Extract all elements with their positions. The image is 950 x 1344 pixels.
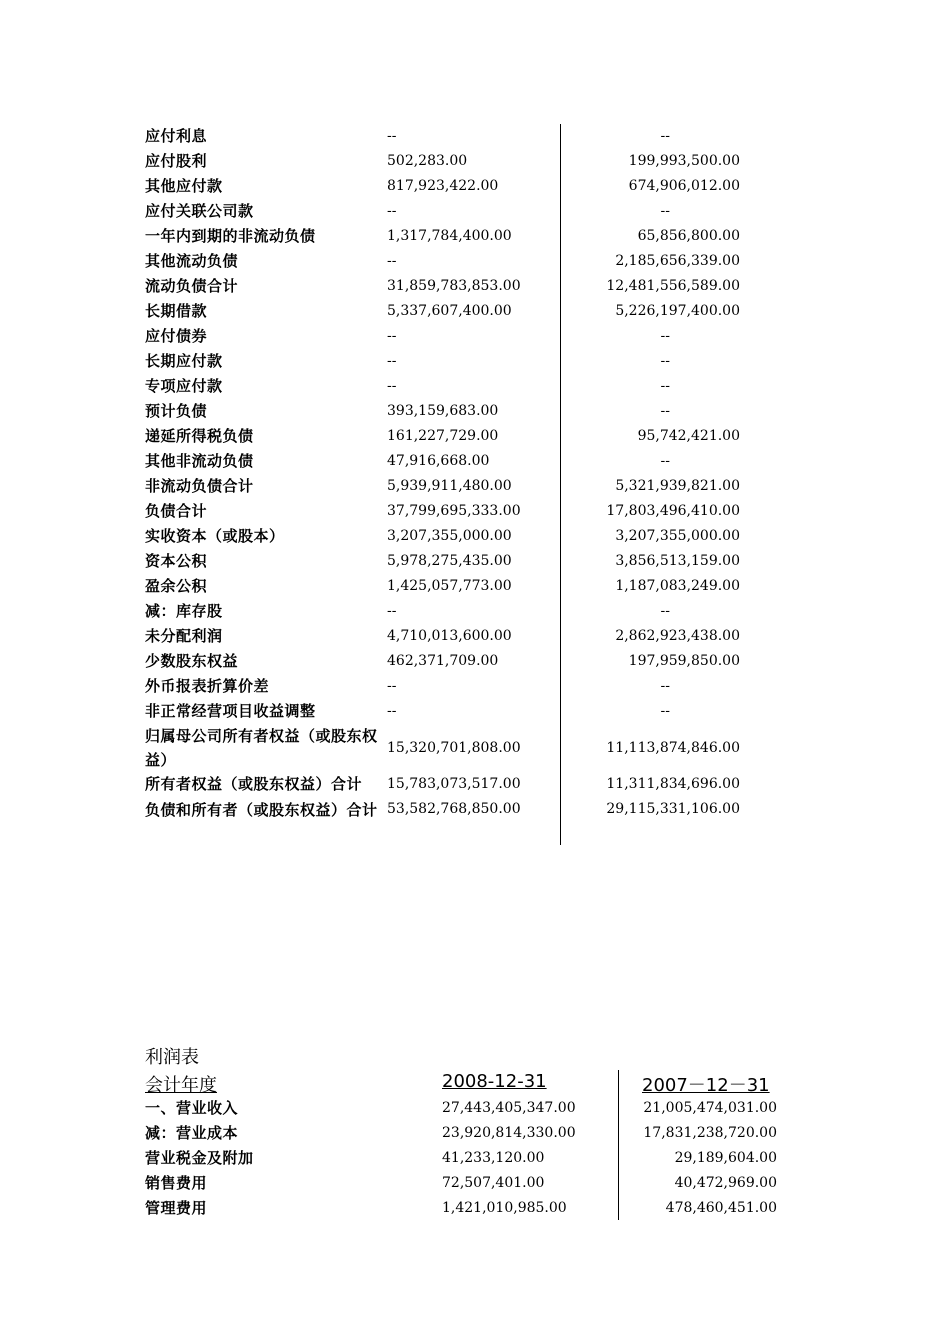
table-row <box>145 1146 785 1171</box>
value-2007: 5,226,197,400.00 <box>615 303 740 319</box>
table-row <box>145 374 745 399</box>
table-row <box>145 474 745 499</box>
value-2008: 47,916,668.00 <box>387 453 490 469</box>
value-2007: -- <box>660 353 670 369</box>
value-2007: 2,862,923,438.00 <box>615 628 740 644</box>
table-row <box>145 124 745 149</box>
value-2008: 41,233,120.00 <box>442 1150 545 1166</box>
row-label: 销售费用 <box>145 1174 208 1192</box>
row-label: 长期应付款 <box>145 352 223 370</box>
value-2008: 5,337,607,400.00 <box>387 303 512 319</box>
value-2008: 1,421,010,985.00 <box>442 1200 567 1216</box>
value-2008: -- <box>387 378 397 394</box>
table-row <box>145 1196 785 1221</box>
row-label: 一年内到期的非流动负债 <box>145 227 316 245</box>
row-label: 负债合计 <box>145 502 208 520</box>
row-label: 其他非流动负债 <box>145 452 254 470</box>
row-label: 资本公积 <box>145 552 208 570</box>
value-2008: 462,371,709.00 <box>387 653 499 669</box>
row-label: 归属母公司所有者权益（或股东权益） <box>145 727 378 769</box>
value-2008: 23,920,814,330.00 <box>442 1125 576 1141</box>
table-row <box>145 499 745 524</box>
value-2008: 1,425,057,773.00 <box>387 578 512 594</box>
table-row <box>145 424 745 449</box>
row-label: 专项应付款 <box>145 377 223 395</box>
value-2008: 1,317,784,400.00 <box>387 228 512 244</box>
row-label: 实收资本（或股本） <box>145 527 285 545</box>
row-label: 一、营业收入 <box>145 1099 239 1117</box>
row-label: 非正常经营项目收益调整 <box>145 702 316 720</box>
row-label: 其他流动负债 <box>145 252 239 270</box>
value-2007: -- <box>660 128 670 144</box>
value-2008: 3,207,355,000.00 <box>387 528 512 544</box>
value-2007: -- <box>660 328 670 344</box>
table-row <box>145 624 745 649</box>
value-2007: 11,311,834,696.00 <box>606 776 740 792</box>
value-2007: 2,185,656,339.00 <box>615 253 740 269</box>
table-row <box>145 449 745 474</box>
table-row <box>145 349 745 374</box>
row-label: 其他应付款 <box>145 177 223 195</box>
table-row <box>145 599 745 624</box>
table-row <box>145 399 745 424</box>
value-2007: 17,831,238,720.00 <box>643 1125 777 1141</box>
table-row <box>145 274 745 299</box>
value-2008: 161,227,729.00 <box>387 428 499 444</box>
value-2008: -- <box>387 353 397 369</box>
row-label: 所有者权益（或股东权益）合计 <box>145 775 363 793</box>
value-2008: -- <box>387 328 397 344</box>
value-2008: 4,710,013,600.00 <box>387 628 512 644</box>
row-label: 非流动负债合计 <box>145 477 254 495</box>
fiscal-year-label: 会计年度 <box>145 1075 217 1096</box>
value-2008: -- <box>387 203 397 219</box>
row-label: 预计负债 <box>145 402 208 420</box>
value-2008: -- <box>387 603 397 619</box>
value-2007: 40,472,969.00 <box>674 1175 777 1191</box>
income-statement-title: 利润表 <box>145 1047 199 1068</box>
row-label: 负债和所有者（或股东权益）合计 <box>145 800 378 819</box>
value-2007: 199,993,500.00 <box>628 153 740 169</box>
value-2007: 3,207,355,000.00 <box>615 528 740 544</box>
value-2008: 502,283.00 <box>387 153 468 169</box>
table-row <box>145 149 745 174</box>
value-2007: -- <box>660 378 670 394</box>
row-label: 应付利息 <box>145 127 208 145</box>
row-label: 未分配利润 <box>145 627 223 645</box>
value-2008: 53,582,768,850.00 <box>387 801 521 817</box>
value-2008: 27,443,405,347.00 <box>442 1100 576 1116</box>
row-label: 应付债券 <box>145 327 208 345</box>
value-2007: 674,906,012.00 <box>628 178 740 194</box>
table-row <box>145 524 745 549</box>
table-row <box>145 724 745 772</box>
value-2007: 12,481,556,589.00 <box>606 278 740 294</box>
table-row <box>145 549 745 574</box>
row-label: 减：营业成本 <box>145 1124 239 1142</box>
value-2008: 5,978,275,435.00 <box>387 553 512 569</box>
row-label: 流动负债合计 <box>145 277 239 295</box>
value-2008: -- <box>387 678 397 694</box>
table-row <box>145 1171 785 1196</box>
value-2008: -- <box>387 703 397 719</box>
value-2007: -- <box>660 203 670 219</box>
value-2008: -- <box>387 128 397 144</box>
table-row <box>145 772 745 797</box>
row-label: 盈余公积 <box>145 577 208 595</box>
value-2008: 72,507,401.00 <box>442 1175 545 1191</box>
year-2007-header: 2007－12－31 <box>642 1075 770 1096</box>
value-2008: 37,799,695,333.00 <box>387 503 521 519</box>
value-2007: 478,460,451.00 <box>665 1200 777 1216</box>
value-2007: 1,187,083,249.00 <box>615 578 740 594</box>
table-row <box>145 797 745 822</box>
value-2008: 15,783,073,517.00 <box>387 776 521 792</box>
value-2007: -- <box>660 678 670 694</box>
table-row <box>145 224 745 249</box>
value-2007: 29,189,604.00 <box>674 1150 777 1166</box>
value-2007: 29,115,331,106.00 <box>606 801 740 817</box>
table-row <box>145 299 745 324</box>
value-2007: -- <box>660 403 670 419</box>
table-row <box>145 1121 785 1146</box>
row-label: 递延所得税负债 <box>145 427 254 445</box>
table-row <box>145 574 745 599</box>
row-label: 营业税金及附加 <box>145 1149 254 1167</box>
value-2007: 21,005,474,031.00 <box>643 1100 777 1116</box>
value-2007: -- <box>660 603 670 619</box>
table-row <box>145 199 745 224</box>
row-label: 应付股利 <box>145 152 208 170</box>
value-2007: 65,856,800.00 <box>637 228 740 244</box>
table-row <box>145 249 745 274</box>
table-row <box>145 699 745 724</box>
income-statement-table <box>145 1096 785 1221</box>
value-2008: 15,320,701,808.00 <box>387 739 521 756</box>
value-2008: 31,859,783,853.00 <box>387 278 521 294</box>
row-label: 少数股东权益 <box>145 652 239 670</box>
value-2008: 393,159,683.00 <box>387 403 499 419</box>
table-row <box>145 1096 785 1121</box>
income-statement-header <box>145 1071 785 1097</box>
value-2007: 3,856,513,159.00 <box>615 553 740 569</box>
value-2008: 817,923,422.00 <box>387 178 499 194</box>
value-2007: 11,113,874,846.00 <box>606 739 740 756</box>
row-label: 长期借款 <box>145 302 208 320</box>
value-2007: -- <box>660 703 670 719</box>
row-label: 管理费用 <box>145 1199 208 1217</box>
balance-sheet-table <box>145 124 745 822</box>
value-2007: -- <box>660 453 670 469</box>
table-row <box>145 649 745 674</box>
table-row <box>145 674 745 699</box>
table-row <box>145 324 745 349</box>
value-2007: 5,321,939,821.00 <box>615 478 740 494</box>
table-row <box>145 174 745 199</box>
row-label: 减：库存股 <box>145 602 223 620</box>
year-2008-header: 2008-12-31 <box>442 1071 547 1092</box>
value-2008: 5,939,911,480.00 <box>387 478 512 494</box>
row-label: 应付关联公司款 <box>145 202 254 220</box>
value-2007: 17,803,496,410.00 <box>606 503 740 519</box>
row-label: 外币报表折算价差 <box>145 677 270 695</box>
value-2008: -- <box>387 253 397 269</box>
value-2007: 95,742,421.00 <box>637 428 740 444</box>
value-2007: 197,959,850.00 <box>628 653 740 669</box>
